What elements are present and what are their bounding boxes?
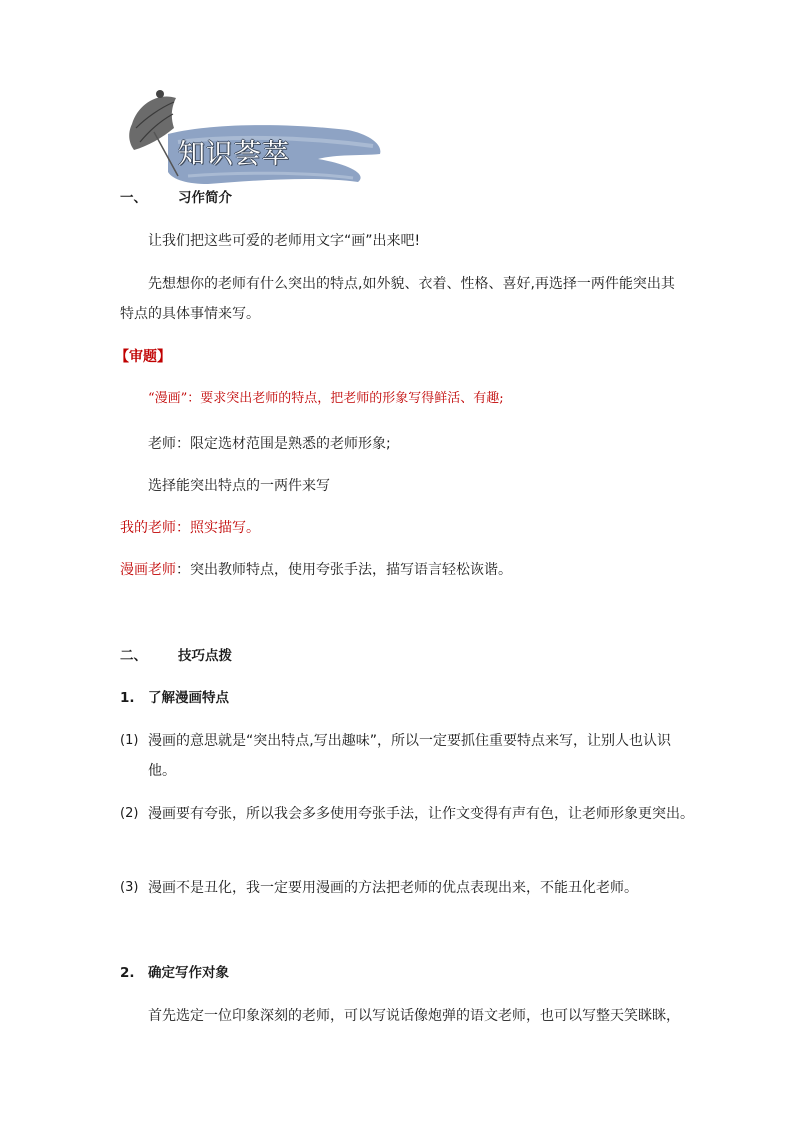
review-manhua: “漫画”：要求突出老师的特点，把老师的形象写得鲜活、有趣; <box>148 391 504 406</box>
item-3-number: (3) <box>120 880 139 895</box>
section2-title: 技巧点拨 <box>178 648 232 664</box>
review-select: 选择能突出特点的一两件来写 <box>148 478 330 494</box>
review-label: 【审题】 <box>115 349 171 365</box>
my-teacher-line <box>120 518 260 538</box>
subsection2-number: 2. <box>120 965 135 981</box>
section1-title: 习作简介 <box>178 190 232 206</box>
subsection1-title: 了解漫画特点 <box>148 690 229 706</box>
banner-title: 知识荟萃 <box>178 139 290 170</box>
item-1-number: (1) <box>120 733 139 748</box>
item-2-number: (2) <box>120 806 139 821</box>
subsection1-number: 1. <box>120 690 135 706</box>
item-2-line-1: 漫画要有夸张，所以我会多多使用夸张手法，让作文变得有声有色，让老师形象更突出。 <box>148 806 694 822</box>
comic-teacher-text: ：突出教师特点，使用夸张手法，描写语言轻松诙谐。 <box>176 562 512 578</box>
intro-paragraph: 让我们把这些可爱的老师用文字“画”出来吧! <box>148 233 421 249</box>
comic-teacher-label: 漫画老师 <box>120 562 176 578</box>
comic-teacher-line <box>120 560 512 580</box>
subsection2-paragraph: 首先选定一位印象深刻的老师，可以写说话像炮弹的语文老师，也可以写整天笑眯眯， <box>148 1008 680 1024</box>
review-teacher: 老师：限定选材范围是熟悉的老师形象; <box>148 436 391 452</box>
section1-number: 一、 <box>120 190 147 206</box>
item-1-line-1: 漫画的意思就是“突出特点,写出趣味”，所以一定要抓住重要特点来写，让别人也认识 <box>148 733 671 749</box>
my-teacher-text: ：照实描写。 <box>176 520 260 536</box>
item-1-line-2: 他。 <box>148 763 176 779</box>
item-3-line-1: 漫画不是丑化，我一定要用漫画的方法把老师的优点表现出来，不能丑化老师。 <box>148 880 638 896</box>
description-line-1: 先想想你的老师有什么突出的特点,如外貌、衣着、性格、喜好,再选择一两件能突出其 <box>148 276 675 292</box>
section2-number: 二、 <box>120 648 147 664</box>
subsection2-title: 确定写作对象 <box>148 965 229 981</box>
description-line-2: 特点的具体事情来写。 <box>120 306 260 322</box>
section-banner <box>118 84 388 194</box>
my-teacher-label: 我的老师 <box>120 520 176 536</box>
